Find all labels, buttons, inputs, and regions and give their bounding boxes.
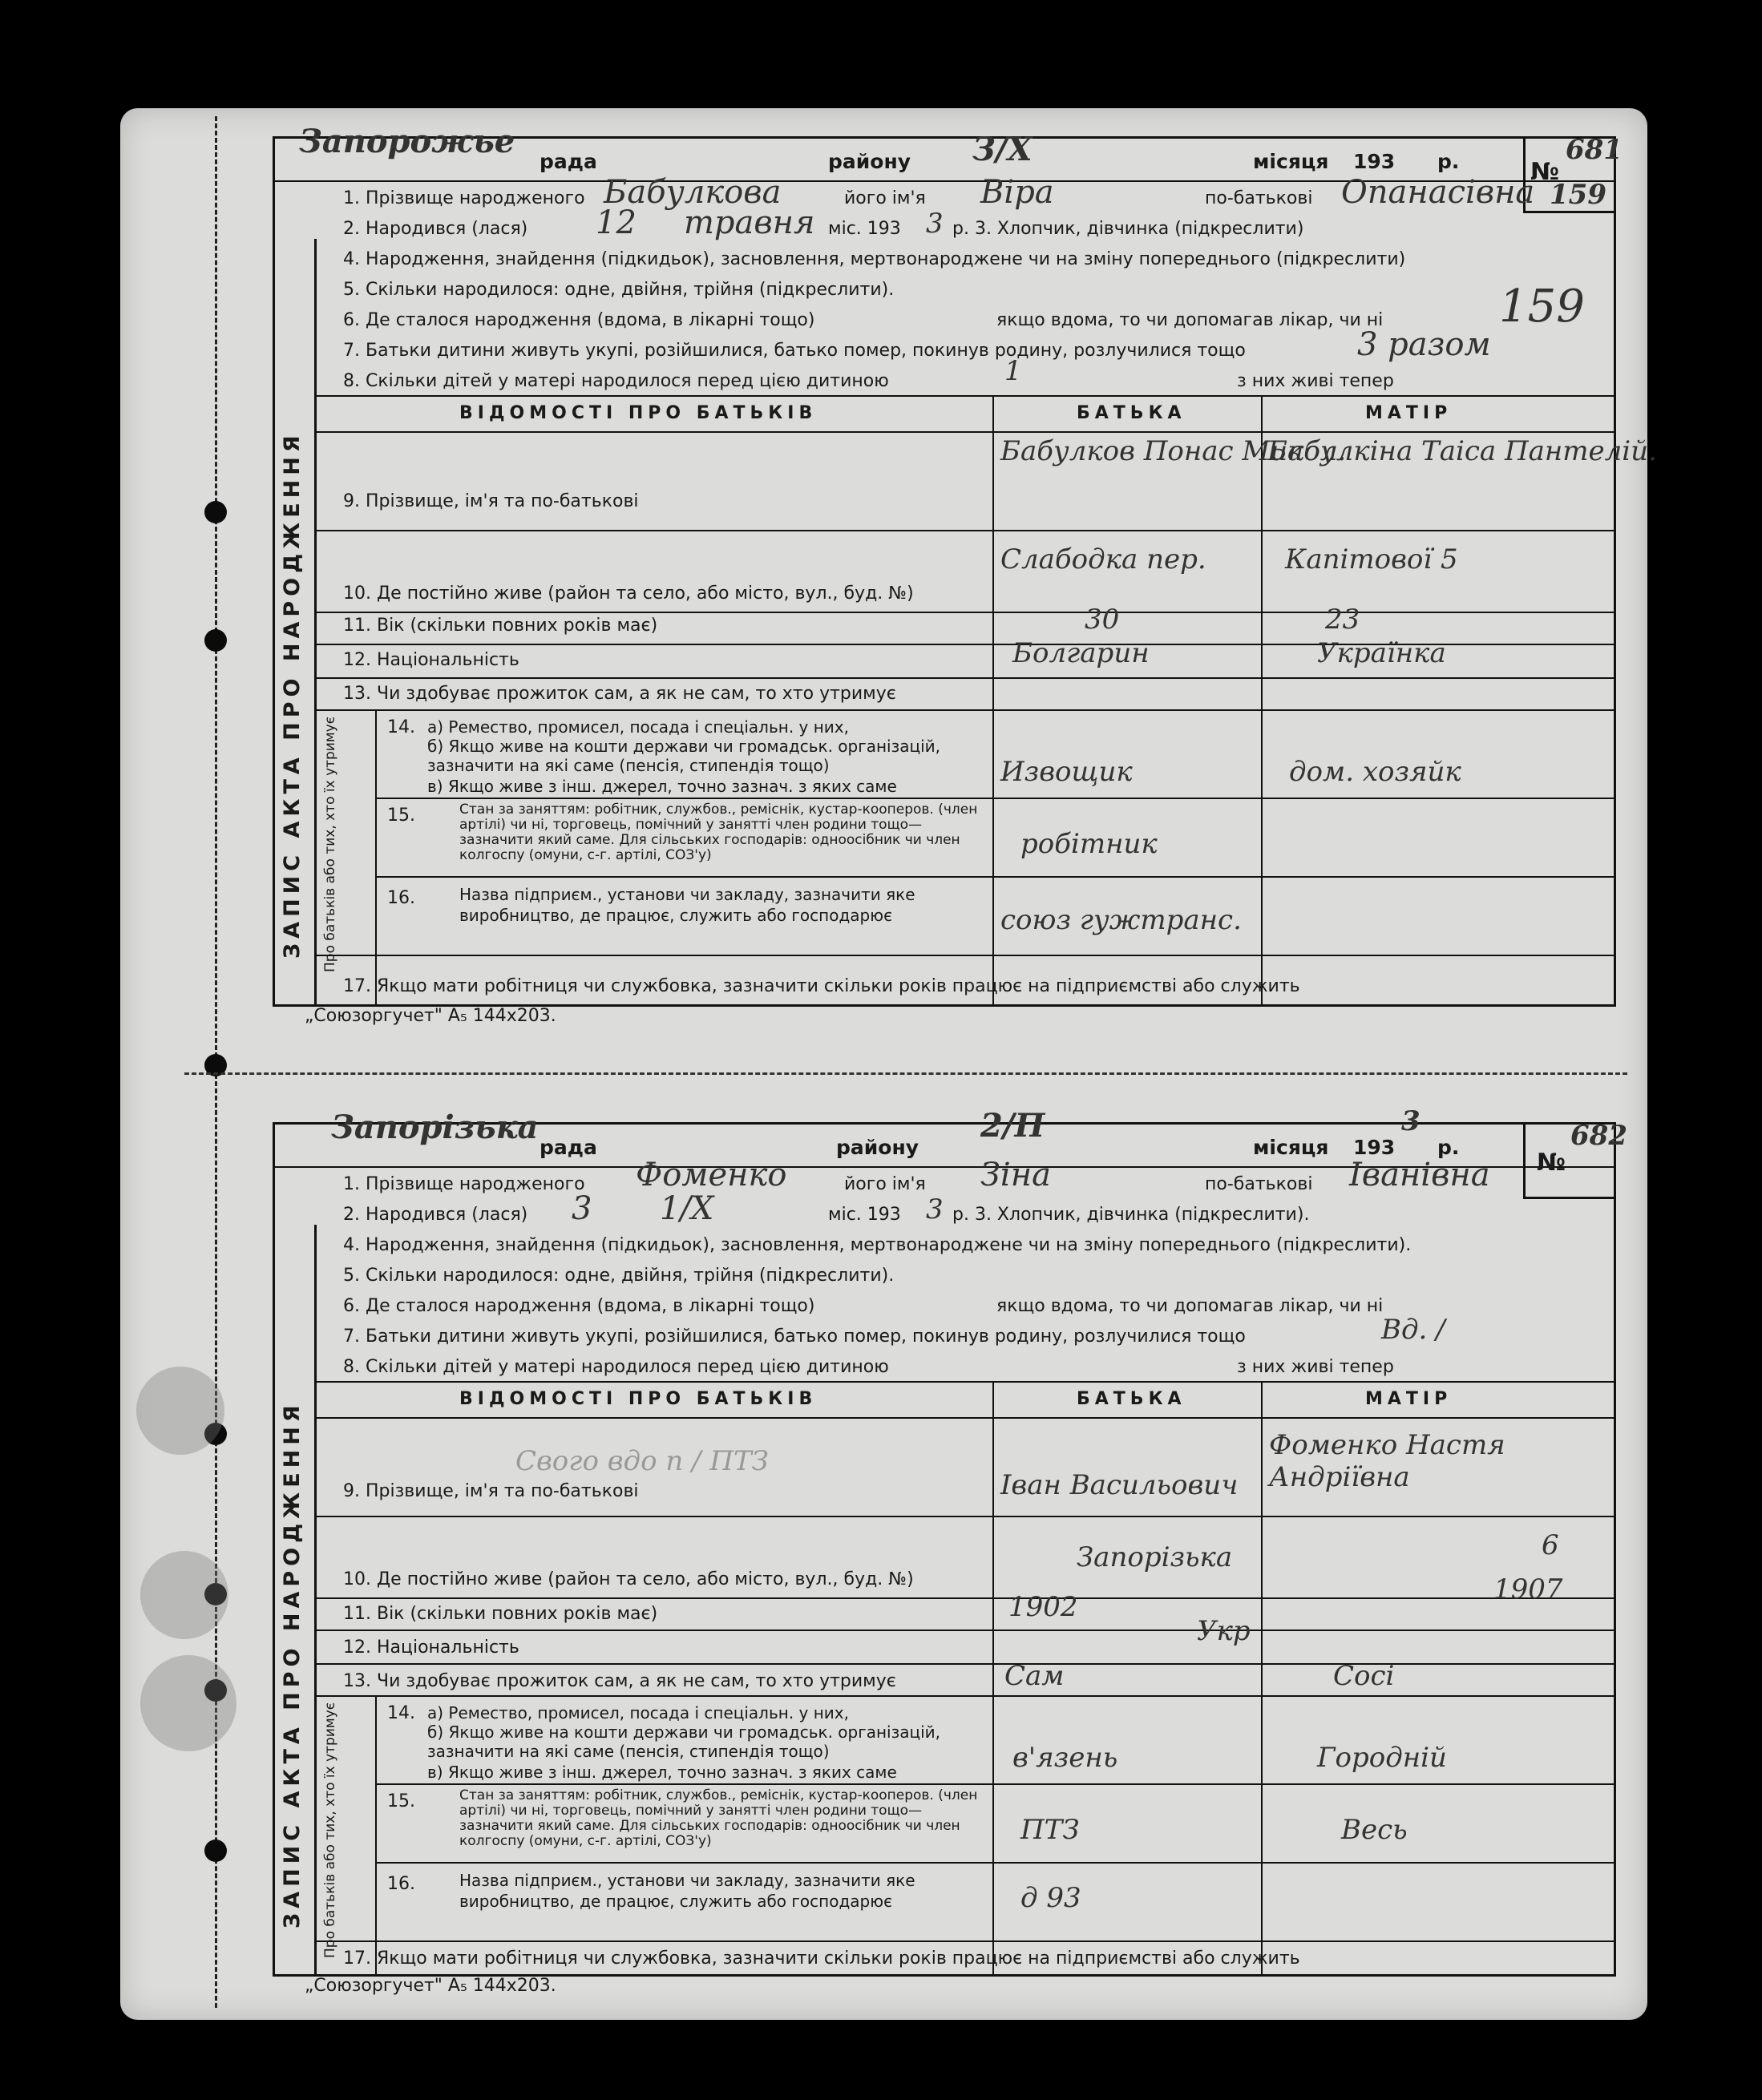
row-rule: [375, 876, 1614, 878]
stain: [136, 1367, 224, 1455]
hw-day: 12: [596, 204, 637, 241]
birth-record-form-1: [273, 123, 1657, 1007]
row-rule: [317, 709, 1614, 711]
row-11-label: 11. Вік (скільки повних років має): [343, 1604, 658, 1624]
side-title: ЗАПИС АКТА ПРО НАРОДЖЕННЯ: [280, 430, 305, 959]
line-5: 5. Скільки народилося: одне, двійня, трійня (підкреслити).: [343, 1266, 895, 1286]
row-15-text: Стан за заняттям: робітник, службов., реміснік, кустар-кооперов. (член артілі) чи ні, торговець, помічний у занятті член родини тощо—зазначити який саме. Для сільських господарів: одноосібник чи член колгоспу (омуни, с-г. артілі, СОЗ'у): [459, 802, 978, 863]
line-8-living: з них живі тепер: [1237, 1357, 1394, 1377]
row-12-label: 12. Національність: [343, 1638, 519, 1658]
row-17-label: 17. Якщо мати робітниця чи службовка, зазначити скільки років працює на підприємстві або служить: [343, 976, 1300, 996]
table-top-rule: [317, 1381, 1614, 1383]
row-rule: [317, 1940, 1614, 1942]
hw-mother-support: Сосі: [1333, 1660, 1395, 1692]
line-2-sex: р. 3. Хлопчик, дівчинка (підкреслити).: [952, 1205, 1310, 1225]
hw-father-age: 1902: [1008, 1591, 1078, 1623]
hw-father-name: Іван Васильович: [1000, 1469, 1239, 1501]
row-16-text: Назва підприєм., установи чи закладу, зазначити яке виробництво, де працює, служить або господарює: [459, 885, 915, 925]
row-rule: [317, 677, 1614, 679]
row-12-label: 12. Національність: [343, 650, 519, 670]
hw-mother-address: Капітової 5: [1285, 543, 1458, 575]
col-divider-father: [992, 395, 994, 1004]
hw-father-org: ПТЗ: [1020, 1814, 1080, 1846]
row-rule: [375, 1783, 1614, 1785]
col-divider-mother: [1261, 1381, 1263, 1974]
side-title-column: [273, 1225, 317, 1977]
line-2-month: міс. 193: [828, 1205, 901, 1225]
col-head-info: ВІДОМОСТІ ПРО БАТЬКІВ: [459, 1389, 818, 1409]
hw-surname: Фоменко: [636, 1157, 787, 1193]
row-10-label: 10. Де постійно живе (район та село, або місто, вул., буд. №): [343, 1569, 914, 1589]
row-rule: [317, 612, 1614, 613]
hw-father-nationality: Болгарин: [1012, 637, 1150, 669]
hw-record-number: 681: [1566, 134, 1623, 166]
table-top-rule: [317, 395, 1614, 397]
hw-father-name: Бабулков Понас Микол.: [1000, 435, 1347, 467]
stain: [140, 1655, 236, 1751]
table-head-rule: [317, 1417, 1614, 1419]
line-4: 4. Народження, знайдення (підкидьок), засновлення, мертвонароджене чи на зміну попереднього (підкреслити).: [343, 1235, 1412, 1255]
hw-mother-name: Бабулкіна Таіса Пантелій.: [1267, 435, 1657, 467]
row-16-num: 16.: [387, 888, 415, 908]
hw-margin-number: 159: [1499, 281, 1585, 333]
row-16-text: Назва підприєм., установи чи закладу, зазначити яке виробництво, де працює, служить або господарює: [459, 1871, 915, 1911]
hw-father-extra: д 93: [1020, 1882, 1081, 1914]
col-head-mother: МАТІР: [1365, 403, 1453, 423]
hw-year-digit-header: 3: [1401, 1105, 1421, 1137]
line-1-patronymic: по-батькові: [1205, 188, 1313, 208]
line-8: 8. Скільки дітей у матері народилося перед цією дитиною: [343, 1357, 889, 1377]
row-14b: б) Якщо живе на кошти держави чи громадськ. організацій, зазначити на які саме (пенсія, стипендія тощо): [427, 1722, 941, 1761]
year-label: 193: [1353, 1136, 1396, 1159]
line-7: 7. Батьки дитини живуть укупі, розійшилися, батько помер, покинув родину, розлучилися тощо: [343, 341, 1246, 361]
row-15-num: 15.: [387, 806, 415, 826]
hw-month: травня: [684, 204, 815, 241]
col-head-mother: МАТІР: [1365, 1389, 1453, 1409]
hw-parents-status: Вд. /: [1381, 1314, 1445, 1346]
punch-hole: [204, 1840, 227, 1862]
table-head-rule: [317, 431, 1614, 433]
side-sub-label: Про батьків або тих, хто їх утримує: [322, 716, 338, 972]
line-6-home: якщо вдома, то чи допомагав лікар, чи ні: [996, 1296, 1384, 1316]
row-rule: [317, 1630, 1614, 1631]
hw-mother-status: Городній: [1317, 1742, 1447, 1774]
line-1-patronymic: по-батькові: [1205, 1174, 1313, 1194]
row-14a: а) Ремество, промисел, посада і спеціальн. у них,: [427, 1703, 849, 1722]
row-16-num: 16.: [387, 1874, 415, 1894]
hw-year-digit: 3: [926, 208, 944, 240]
hw-margin-note: Свого вдо п / ПТЗ: [515, 1445, 769, 1477]
record-number-box: [1523, 1120, 1627, 1199]
year-label: 193: [1353, 150, 1396, 173]
row-rule: [317, 955, 1614, 956]
sub-col-divider: [375, 709, 377, 1004]
hw-surname: Бабулкова: [604, 174, 782, 211]
hw-father-age: 30: [1085, 604, 1120, 636]
line-6-home: якщо вдома, то чи допомагав лікар, чи ні: [996, 310, 1384, 330]
line-1: 1. Прізвище народженого: [343, 1174, 585, 1194]
hw-raion: 2/П: [980, 1107, 1045, 1145]
hw-mother-trade: дом. хозяйк: [1289, 756, 1461, 788]
line-1-name: його ім'я: [844, 188, 926, 208]
side-title: ЗАПИС АКТА ПРО НАРОДЖЕННЯ: [280, 1400, 305, 1928]
line-2-month: міс. 193: [828, 219, 901, 239]
punch-hole: [204, 629, 227, 652]
hw-day: 3: [572, 1190, 592, 1227]
row-rule: [317, 1695, 1614, 1697]
hw-father-status: в'язень: [1012, 1742, 1118, 1774]
cut-line: [184, 1072, 1627, 1075]
birth-record-form-2: [273, 1105, 1627, 1977]
line-6: 6. Де сталося народження (вдома, в лікарні тощо): [343, 1296, 815, 1316]
hw-mother-nationality: Українка: [1317, 637, 1446, 669]
row-9-label: 9. Прізвище, ім'я та по-батькові: [343, 1481, 639, 1501]
line-7: 7. Батьки дитини живуть укупі, розійшилися, батько помер, покинув родину, розлучилися тощо: [343, 1327, 1246, 1347]
hw-name: Зіна: [980, 1157, 1051, 1193]
row-10-label: 10. Де постійно живе (район та село, або місто, вул., буд. №): [343, 584, 914, 604]
stain: [140, 1551, 228, 1639]
side-sub-label: Про батьків або тих, хто їх утримує: [322, 1702, 338, 1958]
line-6: 6. Де сталося народження (вдома, в лікарні тощо): [343, 310, 815, 330]
hw-father-org: союз гужтранс.: [1000, 904, 1242, 936]
r-label: р.: [1437, 150, 1460, 173]
hw-mother-age: 23: [1325, 604, 1360, 636]
hw-mother-name: Фоменко Настя Андріївна: [1269, 1429, 1505, 1493]
row-11-label: 11. Вік (скільки повних років має): [343, 616, 658, 636]
month-label: місяця: [1253, 1136, 1329, 1159]
hw-father-nationality: Укр: [1197, 1615, 1251, 1647]
record-number-box: [1523, 134, 1623, 213]
hw-mother-age: 1907: [1493, 1573, 1563, 1605]
row-15-num: 15.: [387, 1791, 415, 1811]
row-rule: [317, 1516, 1614, 1517]
raion-label: району: [836, 1136, 919, 1159]
line-5: 5. Скільки народилося: одне, двійня, трійня (підкреслити).: [343, 280, 895, 300]
rada-label: рада: [540, 1136, 597, 1159]
row-14c: в) Якщо живе з інш. джерел, точно зазнач. з яких саме: [427, 777, 897, 796]
punch-hole: [204, 501, 227, 523]
line-2: 2. Народився (лася): [343, 219, 528, 239]
row-rule: [317, 1663, 1614, 1665]
row-rule: [317, 1597, 1614, 1599]
rada-label: рада: [540, 150, 597, 173]
row-rule: [317, 530, 1614, 531]
hw-children: 1: [1004, 355, 1022, 387]
row-14a: а) Ремество, промисел, посада і спеціальн. у них,: [427, 717, 849, 737]
row-14c: в) Якщо живе з інш. джерел, точно зазнач. з яких саме: [427, 1763, 897, 1782]
col-head-father: БАТЬКА: [1077, 1389, 1186, 1409]
month-label: місяця: [1253, 150, 1329, 173]
side-title-column: [273, 239, 317, 1007]
row-14b: б) Якщо живе на кошти держави чи громадськ. організацій, зазначити на які саме (пенсія, стипендія тощо): [427, 737, 941, 775]
col-head-father: БАТЬКА: [1077, 403, 1186, 423]
form-1-footer: „Союзоргучет" А₅ 144х203.: [305, 1006, 556, 1026]
row-14-num: 14.: [387, 1703, 415, 1723]
hw-name: Віра: [980, 174, 1054, 211]
hw-month: 1/Х: [660, 1190, 714, 1227]
row-15-text: Стан за заняттям: робітник, службов., реміснік, кустар-кооперов. (член артілі) чи ні, торговець, помічний у занятті член родини тощо—зазначити який саме. Для сільських господарів: одноосібник чи член колгоспу (омуни, с-г. артілі, СОЗ'у): [459, 1787, 978, 1849]
line-2-sex: р. 3. Хлопчик, дівчинка (підкреслити): [952, 219, 1304, 239]
row-13-label: 13. Чи здобуває прожиток сам, а як не сам, то хто утримує: [343, 1671, 896, 1691]
hw-patronymic: Іванівна: [1349, 1157, 1490, 1193]
row-rule: [375, 1862, 1614, 1864]
row-17-label: 17. Якщо мати робітниця чи службовка, зазначити скільки років працює на підприємстві або служить: [343, 1949, 1300, 1969]
row-13-label: 13. Чи здобуває прожиток сам, а як не сам, то хто утримує: [343, 684, 896, 704]
form-2-footer: „Союзоргучет" А₅ 144х203.: [305, 1976, 556, 1996]
col-divider-father: [992, 1381, 994, 1974]
line-1: 1. Прізвище народженого: [343, 188, 585, 208]
number-sign: №: [1530, 158, 1560, 186]
col-head-info: ВІДОМОСТІ ПРО БАТЬКІВ: [459, 403, 818, 423]
hw-rada-name: Запорожье: [299, 123, 515, 160]
line-2: 2. Народився (лася): [343, 1205, 528, 1225]
hw-father-trade: Извощик: [1000, 756, 1133, 788]
line-8-living: з них живі тепер: [1237, 371, 1394, 391]
hw-raion: З/Х: [972, 131, 1033, 168]
number-sign: №: [1537, 1149, 1566, 1177]
col-divider-mother: [1261, 395, 1263, 1004]
hw-father-address: Запорізька: [1077, 1541, 1233, 1573]
hw-parents-status: 3 разом: [1357, 326, 1491, 363]
hw-father-support: Сам: [1004, 1660, 1065, 1692]
hw-year-digit: 3: [926, 1193, 944, 1226]
hw-rada-name: Запорізька: [331, 1109, 539, 1146]
row-rule: [375, 798, 1614, 799]
sub-col-divider: [375, 1695, 377, 1974]
row-9-label: 9. Прізвище, ім'я та по-батькові: [343, 491, 639, 511]
hw-patronymic: Опанасівна: [1341, 174, 1535, 211]
hw-mother-address: 6: [1542, 1529, 1559, 1561]
line-8: 8. Скільки дітей у матері народилося перед цією дитиною: [343, 371, 889, 391]
hw-record-number-2: 159: [1550, 179, 1606, 211]
line-1-name: його ім'я: [844, 1174, 926, 1194]
row-14-num: 14.: [387, 717, 415, 737]
raion-label: району: [828, 150, 911, 173]
hw-record-number: 682: [1570, 1120, 1627, 1152]
hw-mother-org: Весь: [1341, 1814, 1408, 1846]
hw-father-status: робітник: [1020, 828, 1158, 860]
r-label: р.: [1437, 1136, 1460, 1159]
line-4: 4. Народження, знайдення (підкидьок), засновлення, мертвонароджене чи на зміну попереднього (підкреслити): [343, 249, 1406, 269]
hw-father-address: Слабодка пер.: [1000, 543, 1206, 575]
